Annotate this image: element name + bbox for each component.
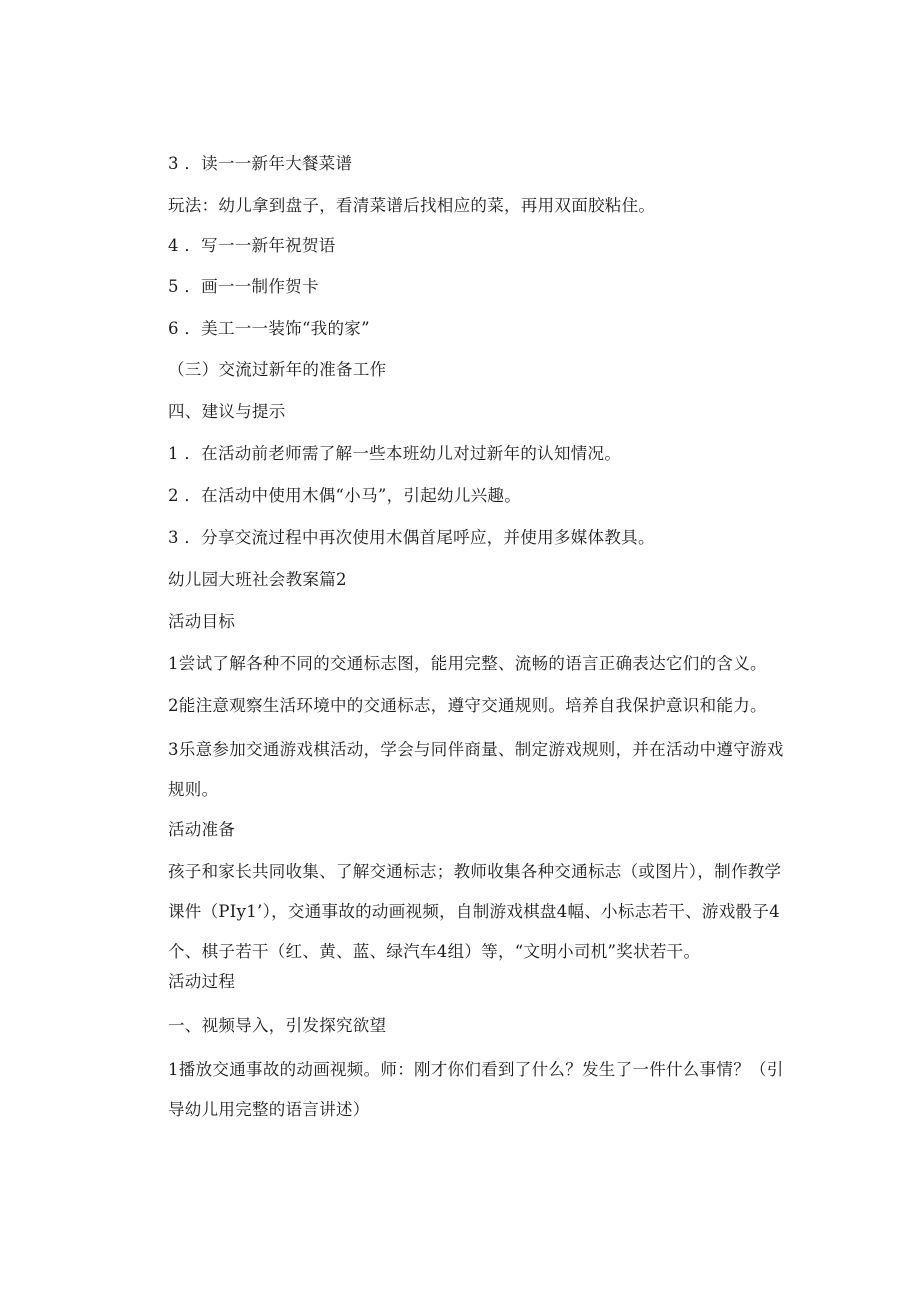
paragraph: 1 ．在活动前老师需了解一些本班幼儿对过新年的认知情况。 [168,444,622,463]
paragraph: 1尝试了解各种不同的交通标志图，能用完整、流畅的语言正确表达它们的含义。 [168,654,767,673]
section-heading: （三）交流过新年的准备工作 [168,360,387,379]
paragraph: 5 ．画一一制作贺卡 [168,277,319,296]
paragraph: 玩法：幼儿拿到盘子，看清菜谱后找相应的菜，再用双面胶粘住。 [168,196,656,215]
section-heading: 活动准备 [168,820,236,839]
section-heading: 活动目标 [168,612,236,631]
paragraph: 2 ．在活动中使用木偶“小马”，引起幼儿兴趣。 [168,486,522,505]
section-heading: 一、视频导入，引发探究欲望 [168,1016,387,1035]
section-title: 幼儿园大班社会教案篇2 [168,570,347,589]
paragraph: 2能注意观察生活环境中的交通标志，遵守交通规则。培养自我保护意识和能力。 [168,696,767,715]
section-heading: 四、建议与提示 [168,402,286,421]
paragraph: 4 ．写一一新年祝贺语 [168,236,336,255]
paragraph: 孩子和家长共同收集、了解交通标志；教师收集各种交通标志（或图片），制作教学课件（PIy1’），交通事故的动画视频，自制游戏棋盘4幅、小标志若干、游戏骰子4个、棋子若干（红、黄、蓝、绿汽车4组）等，“文明小司机”奖状若干。 [168,862,782,961]
paragraph: 6 ．美工一一装饰“我的家” [168,319,370,338]
paragraph: 3 ．读一一新年大餐菜谱 [168,154,353,173]
paragraph: 3乐意参加交通游戏棋活动，学会与同伴商量、制定游戏规则，并在活动中遵守游戏规则。 [168,740,784,799]
paragraph: 3 ．分享交流过程中再次使用木偶首尾呼应，并使用多媒体教具。 [168,528,655,547]
section-heading: 活动过程 [168,972,236,991]
paragraph: 1播放交通事故的动画视频。师：刚才你们看到了什么？发生了一件什么事情？（引导幼儿用完整的语言讲述） [168,1060,784,1119]
